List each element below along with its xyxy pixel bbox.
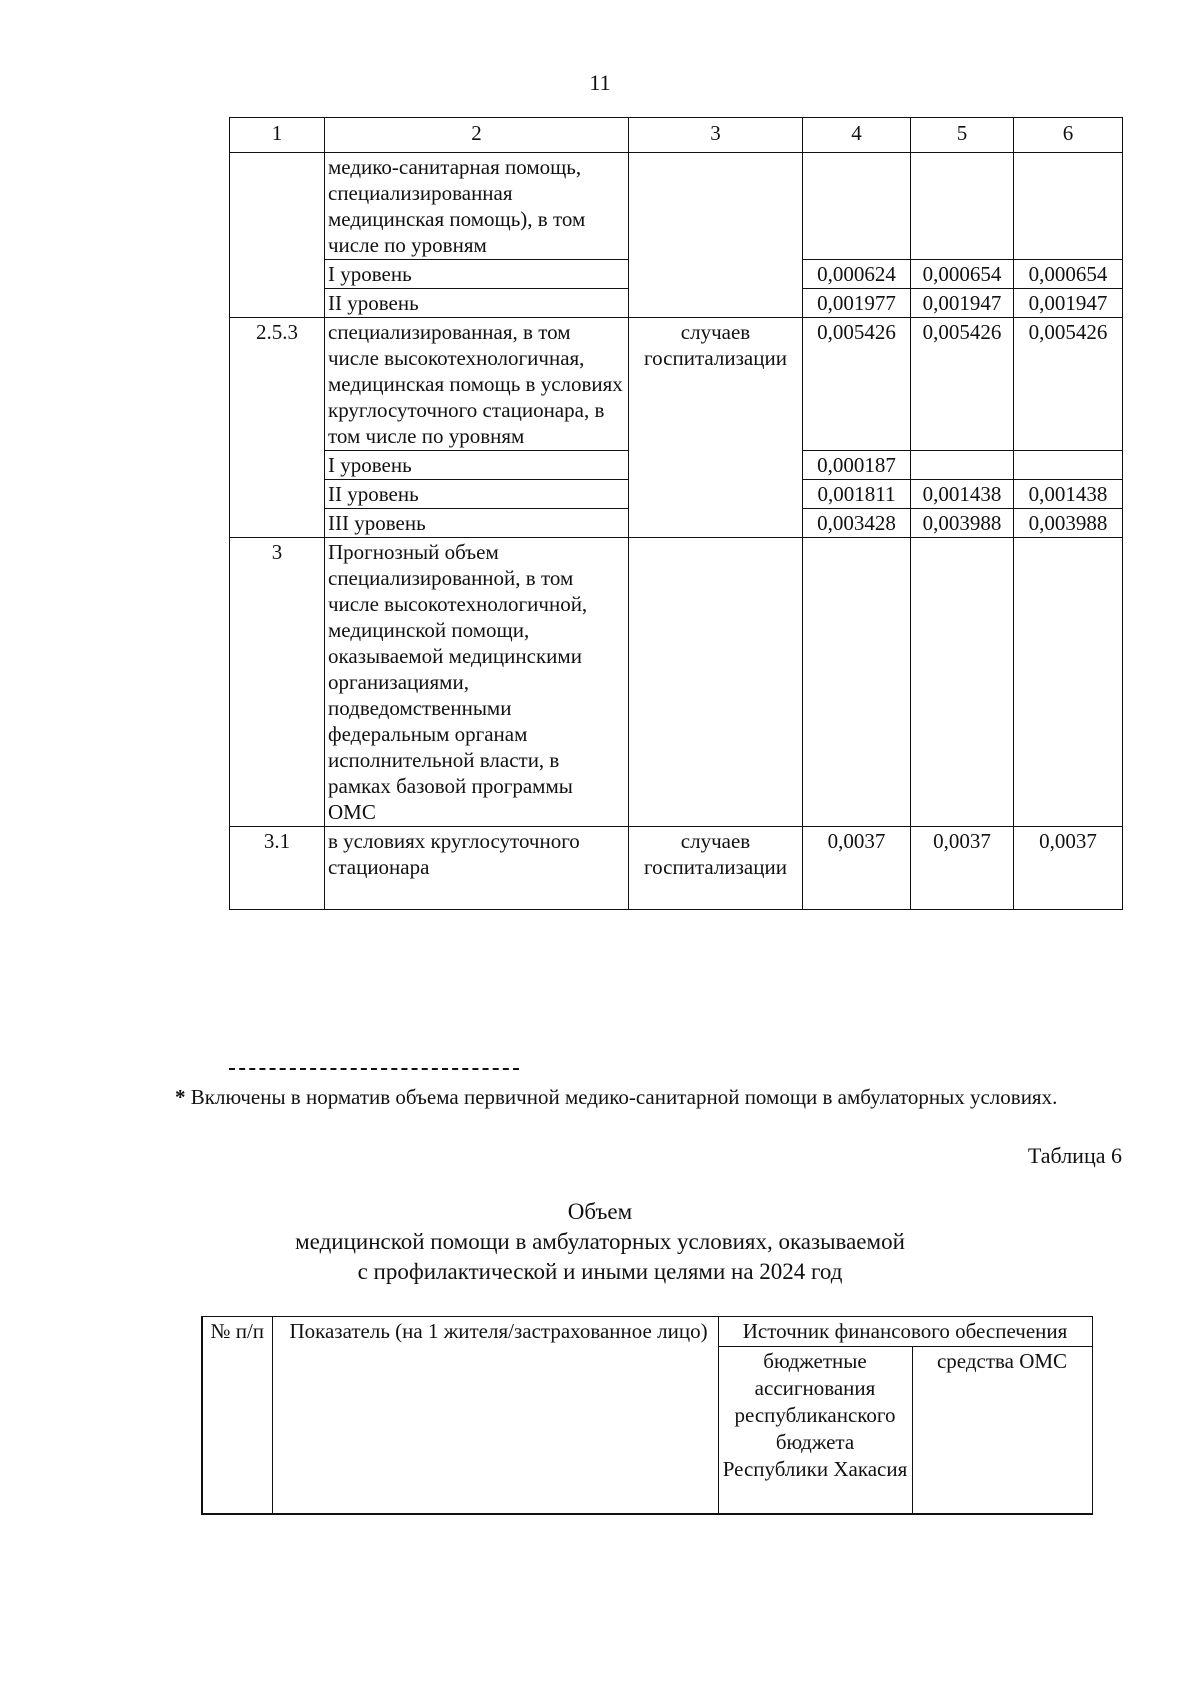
- indicator-cell: специализированная, в том числе высокотехнологичная, медицинская помощь в условиях круглосуточного стационара, в том числе по уровням: [325, 318, 629, 451]
- heading-line: с профилактической и иными целями на 2024 год: [357, 1259, 843, 1284]
- indicator-cell: III уровень: [325, 509, 629, 538]
- table-row: [230, 318, 1123, 451]
- value-cell: 0,0037: [911, 827, 1014, 910]
- indicator-cell: I уровень: [325, 260, 629, 289]
- value-cell: [1014, 538, 1123, 827]
- value-cell: 0,001811: [803, 480, 911, 509]
- table-row: [230, 538, 1123, 827]
- value-cell: 0,003428: [803, 509, 911, 538]
- table-row: [230, 153, 1123, 260]
- table-header-row: [202, 1317, 1092, 1347]
- value-cell: 0,001438: [911, 480, 1014, 509]
- volume-table-continuation: [229, 117, 1123, 910]
- value-cell: 0,000654: [911, 260, 1014, 289]
- value-cell: [1014, 153, 1123, 260]
- header-cell-number: № п/п: [202, 1317, 272, 1515]
- row-number-cell: 3.1: [230, 827, 325, 910]
- footnote-text: Включены в норматив объема первичной медико-санитарной помощи в амбулаторных условиях.: [190, 1085, 1058, 1109]
- row-number-cell: 2.5.3: [230, 318, 325, 538]
- row-number-cell: [230, 153, 325, 318]
- section-heading: [0, 1197, 1200, 1287]
- header-cell-oms: средства ОМС: [912, 1347, 1092, 1515]
- header-cell-budget: бюджетные ассигнования республиканского бюджета Республики Хакасия: [718, 1347, 912, 1515]
- header-cell: 1: [230, 118, 325, 153]
- header-cell: 3: [629, 118, 803, 153]
- row-number-cell: 3: [230, 538, 325, 827]
- unit-cell: [629, 538, 803, 827]
- indicator-cell: II уровень: [325, 480, 629, 509]
- unit-cell: случаев госпитализации: [629, 827, 803, 910]
- value-cell: 0,005426: [911, 318, 1014, 451]
- value-cell: [911, 451, 1014, 480]
- indicator-cell: Прогнозный объем специализированной, в том числе высокотехнологичной, медицинской помощи, оказываемой медицинскими организациями, подведомственными федеральным органам исполнительной власти, в рамках базовой программы ОМС: [325, 538, 629, 827]
- header-cell-indicator: Показатель (на 1 жителя/застрахованное лицо): [272, 1317, 718, 1515]
- value-cell: 0,000624: [803, 260, 911, 289]
- header-cell-source: Источник финансового обеспечения: [718, 1317, 1092, 1347]
- value-cell: [1014, 451, 1123, 480]
- header-cell: 4: [803, 118, 911, 153]
- value-cell: 0,001977: [803, 289, 911, 318]
- value-cell: [803, 538, 911, 827]
- value-cell: [911, 538, 1014, 827]
- table-caption: Таблица 6: [1027, 1143, 1122, 1168]
- heading-line: медицинской помощи в амбулаторных условиях, оказываемой: [295, 1229, 905, 1254]
- footnote-marker: *: [175, 1085, 186, 1109]
- header-cell: 5: [911, 118, 1014, 153]
- value-cell: 0,003988: [1014, 509, 1123, 538]
- page-number: 11: [589, 70, 611, 95]
- header-cell: 2: [325, 118, 629, 153]
- table-row: [230, 827, 1123, 910]
- value-cell: 0,005426: [1014, 318, 1123, 451]
- footnote: [175, 1082, 1123, 1112]
- heading-line: Объем: [567, 1199, 633, 1224]
- header-cell: 6: [1014, 118, 1123, 153]
- value-cell: 0,000187: [803, 451, 911, 480]
- indicator-cell: I уровень: [325, 451, 629, 480]
- value-cell: 0,003988: [911, 509, 1014, 538]
- table-header-row: [230, 118, 1123, 153]
- value-cell: 0,001947: [911, 289, 1014, 318]
- value-cell: 0,0037: [1014, 827, 1123, 910]
- indicator-cell: II уровень: [325, 289, 629, 318]
- value-cell: 0,001438: [1014, 480, 1123, 509]
- value-cell: 0,001947: [1014, 289, 1123, 318]
- unit-cell: случаев госпитализации: [629, 318, 803, 538]
- value-cell: [911, 153, 1014, 260]
- value-cell: 0,000654: [1014, 260, 1123, 289]
- indicator-cell: в условиях круглосуточного стационара: [325, 827, 629, 910]
- value-cell: [803, 153, 911, 260]
- footnote-separator: [229, 1068, 519, 1070]
- unit-cell: [629, 153, 803, 318]
- ambulatory-volume-table: [201, 1316, 1093, 1515]
- value-cell: 0,0037: [803, 827, 911, 910]
- indicator-cell: медико-санитарная помощь, специализированная медицинская помощь), в том числе по уровням: [325, 153, 629, 260]
- value-cell: 0,005426: [803, 318, 911, 451]
